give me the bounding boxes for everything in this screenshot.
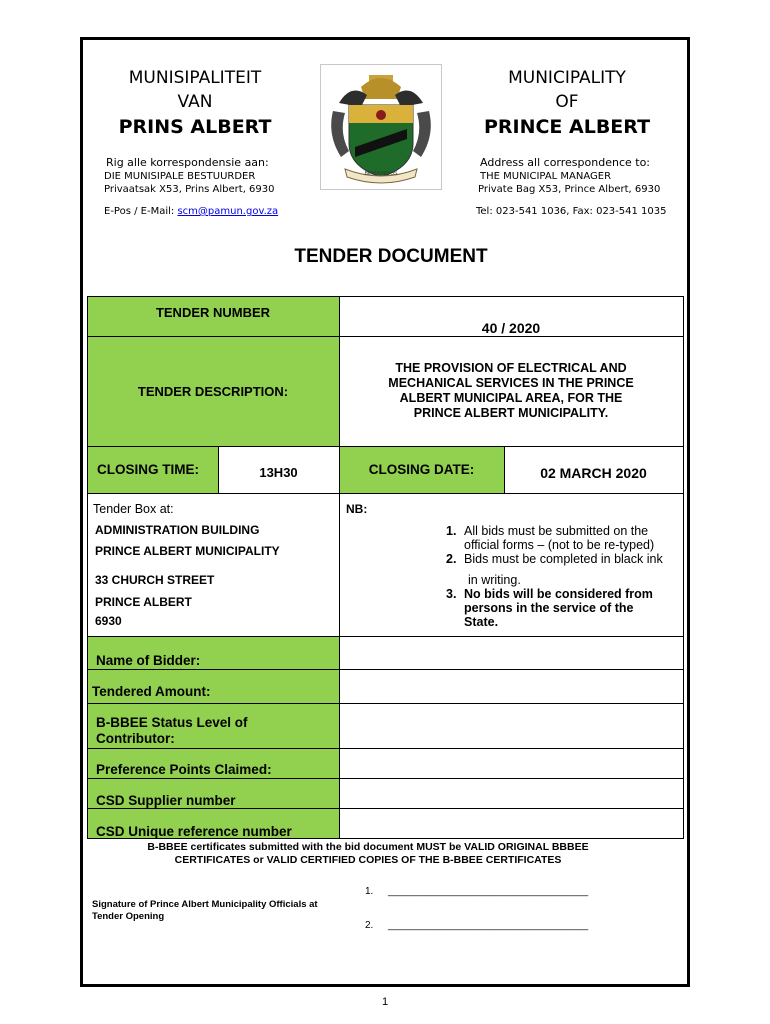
- nb-item-1-text-b: official forms – (not to be re-typed): [464, 538, 655, 552]
- municipal-crest-logo: [320, 64, 442, 190]
- header-left-line1: MUNISIPALITEIT: [128, 68, 262, 88]
- description-line: PRINCE ALBERT MUNICIPALITY.: [413, 406, 609, 420]
- tendered-amount-field[interactable]: [340, 670, 683, 703]
- bbbee-notice: [88, 841, 648, 867]
- nb-item-3-text-b: persons in the service of the: [464, 601, 634, 615]
- right-address-line2: Private Bag X53, Prince Albert, 6930: [478, 184, 661, 195]
- email-link[interactable]: scm@pamun.gov.za: [177, 206, 279, 217]
- tender-box-line2: PRINCE ALBERT MUNICIPALITY: [95, 544, 280, 558]
- tender-box-line3: 33 CHURCH STREET: [95, 573, 215, 587]
- tender-box-line5: 6930: [95, 614, 122, 628]
- tender-number-label: TENDER NUMBER: [155, 305, 271, 320]
- signature-line-1[interactable]: ____________________________________: [388, 886, 589, 897]
- signature-line-1-number: 1.: [365, 886, 374, 897]
- csd-supplier-field[interactable]: [340, 779, 683, 808]
- tender-box-label: Tender Box at:: [93, 502, 174, 516]
- preference-points-label: Preference Points Claimed:: [96, 762, 272, 777]
- right-address-intro: Address all correspondence to:: [480, 156, 651, 169]
- left-address-line1: DIE MUNISIPALE BESTUURDER: [104, 171, 256, 182]
- tender-box-line1: ADMINISTRATION BUILDING: [95, 523, 260, 537]
- right-phone: Tel: 023-541 1036, Fax: 023-541 1035: [476, 206, 667, 217]
- signature-label-line2: Tender Opening: [92, 911, 165, 922]
- bbbee-level-label-line1: B-BBEE Status Level of: [96, 715, 248, 730]
- description-line: ALBERT MUNICIPAL AREA, FOR THE: [399, 391, 623, 405]
- bbbee-level-field[interactable]: [340, 704, 683, 748]
- email-label: E-Pos / E-Mail:: [104, 206, 175, 217]
- nb-item-1-text-a: All bids must be submitted on the: [464, 524, 649, 538]
- bbbee-level-label-line2: Contributor:: [96, 731, 175, 746]
- right-address-line1: THE MUNICIPAL MANAGER: [480, 171, 612, 182]
- closing-time-label: CLOSING TIME:: [97, 462, 199, 477]
- tender-description-value: [339, 361, 683, 421]
- header-right-title: PRINCE ALBERT: [483, 116, 651, 138]
- page-number: 1: [381, 996, 389, 1008]
- signature-line-2-number: 2.: [365, 920, 374, 931]
- nb-item-3-number: 3.: [446, 587, 457, 601]
- tender-description-label: TENDER DESCRIPTION:: [137, 384, 289, 399]
- left-email-row: [104, 206, 278, 217]
- closing-date-label: CLOSING DATE:: [368, 462, 475, 477]
- closing-time-value: 13H30: [259, 465, 298, 480]
- description-line: THE PROVISION OF ELECTRICAL AND: [395, 361, 627, 375]
- document-title: TENDER DOCUMENT: [294, 246, 488, 267]
- nb-label: NB:: [346, 502, 368, 516]
- tendered-amount-label: Tendered Amount:: [92, 684, 211, 699]
- bbbee-notice-line2: CERTIFICATES or VALID CERTIFIED COPIES OF THE B-BBEE CERTIFICATES: [174, 854, 562, 866]
- left-address-intro: Rig alle korrespondensie aan:: [106, 156, 269, 169]
- tender-number-value: 40 / 2020: [481, 320, 541, 336]
- nb-item-1-number: 1.: [446, 524, 457, 538]
- csd-unique-label: CSD Unique reference number: [96, 824, 292, 839]
- csd-supplier-label: CSD Supplier number: [96, 793, 236, 808]
- bbbee-notice-line1: B-BBEE certificates submitted with the bid document MUST be VALID ORIGINAL BBBEE: [147, 841, 589, 853]
- signature-label: [92, 899, 318, 923]
- header-right-line2: OF: [555, 92, 579, 112]
- csd-unique-field[interactable]: [340, 809, 683, 838]
- header-right-line1: MUNICIPALITY: [508, 68, 626, 88]
- nb-item-2-text-a: Bids must be completed in black ink: [464, 552, 663, 566]
- nb-item-2-number: 2.: [446, 552, 457, 566]
- bidder-name-label: Name of Bidder:: [96, 653, 201, 668]
- preference-points-field[interactable]: [340, 749, 683, 778]
- bidder-name-field[interactable]: [340, 637, 683, 669]
- description-line: MECHANICAL SERVICES IN THE PRINCE: [388, 376, 634, 390]
- closing-date-value: 02 MARCH 2020: [540, 465, 647, 481]
- header-left-line2: VAN: [177, 92, 213, 112]
- header-left-title: PRINS ALBERT: [118, 116, 272, 138]
- left-address-line2: Privaatsak X53, Prins Albert, 6930: [104, 184, 275, 195]
- signature-label-line1: Signature of Prince Albert Municipality Officials at: [92, 899, 318, 910]
- signature-line-2[interactable]: ____________________________________: [388, 920, 589, 931]
- crest-motto: BENVENIDOS: [364, 171, 398, 177]
- tender-box-line4: PRINCE ALBERT: [95, 595, 192, 609]
- nb-item-3-text-c: State.: [464, 615, 499, 629]
- nb-item-2-text-b: in writing.: [468, 573, 521, 587]
- nb-item-3-text-a: No bids will be considered from: [464, 587, 653, 601]
